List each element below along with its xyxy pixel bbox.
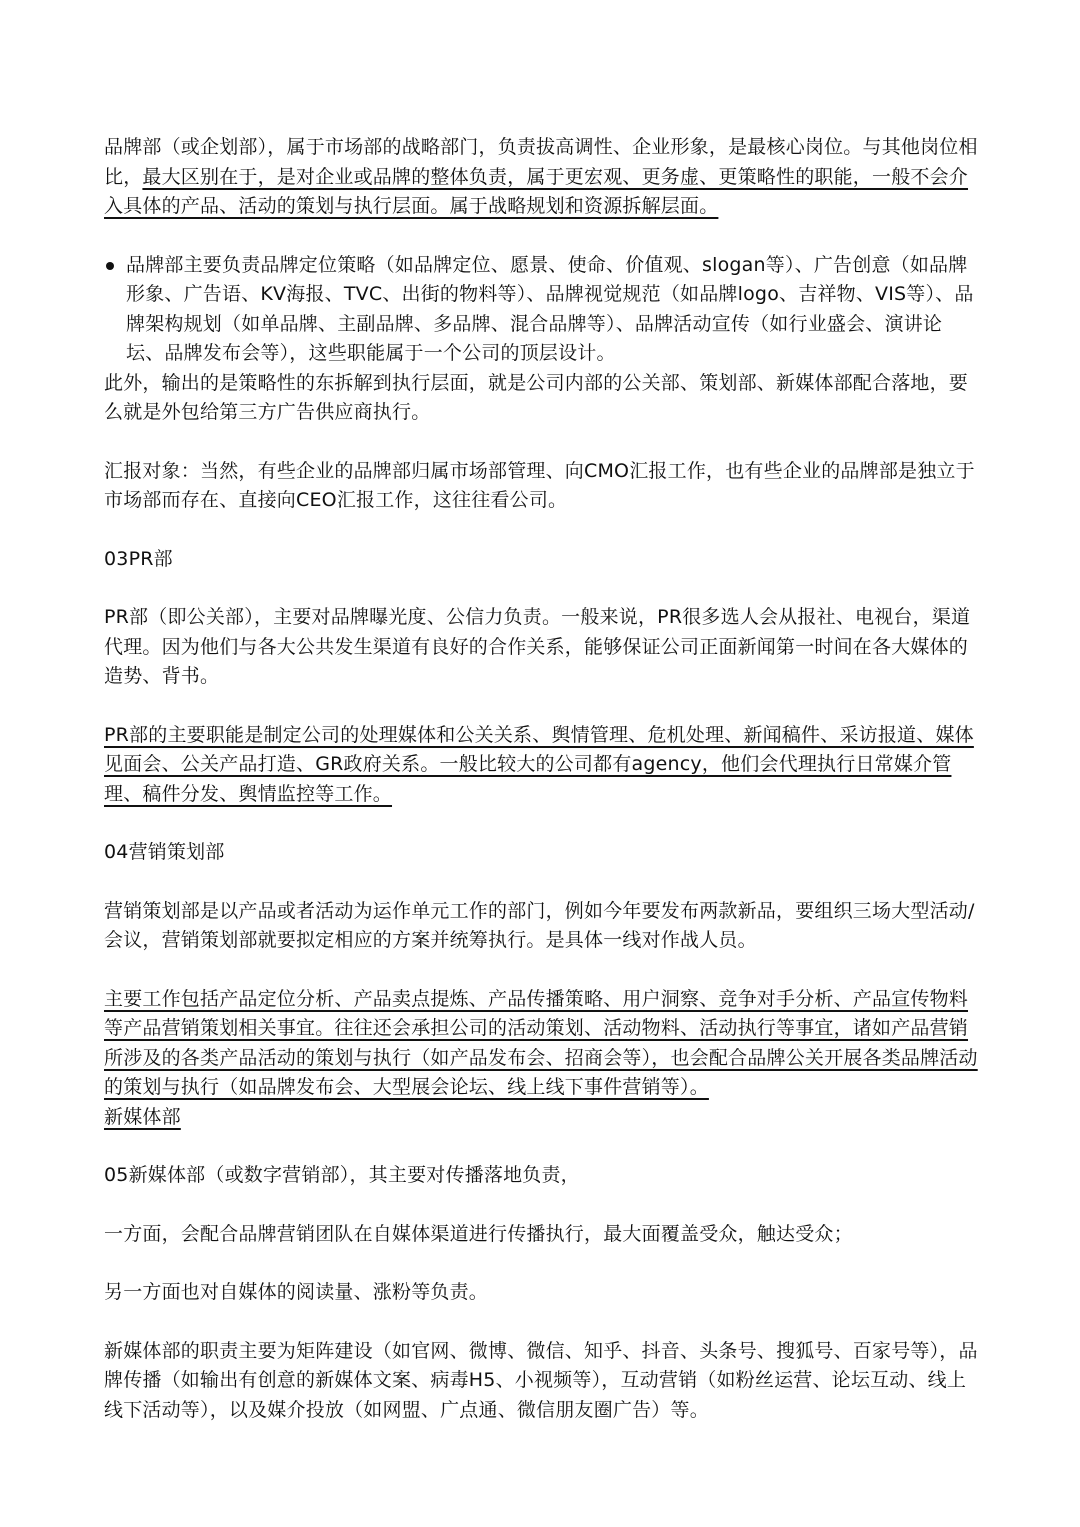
marketing-duties-highlight: 主要工作包括产品定位分析、产品卖点提炼、产品传播策略、用户洞察、竞争对手分析、产品宣传物料等产品营销策划相关事宜。往往还会承担公司的活动策划、活动物料、活动执行等事宜，诸如产品营销所涉及的各类产品活动的策划与执行（如产品发布会、招商会等），也会配合品牌公关开展各类品牌活动的策划与执行（如品牌发布会、大型展会论坛、线上线下事件营销等）。 bbox=[104, 987, 978, 1098]
brand-execution-paragraph: 此外，输出的是策略性的东拆解到执行层面，就是公司内部的公关部、策划部、新媒体部配合落地，要么就是外包给第三方广告供应商执行。 bbox=[104, 371, 969, 423]
pr-duties-highlight: PR部的主要职能是制定公司的处理媒体和公关关系、舆情管理、危机处理、新闻稿件、采访报道、媒体见面会、公关产品打造、GR政府关系。一般比较大的公司都有agency，他们会代理执行日常媒介管理、稿件分发、舆情监控等工作。 bbox=[104, 723, 974, 805]
pr-heading: 03PR部 bbox=[104, 547, 173, 570]
newmedia-intro-paragraph: 05新媒体部（或数字营销部），其主要对传播落地负责， bbox=[104, 1164, 580, 1186]
newmedia-point-two: 另一方面也对自媒体的阅读量、涨粉等负责。 bbox=[104, 1281, 489, 1303]
brand-reporting-paragraph: 汇报对象：当然，有些企业的品牌部归属市场部管理、向CMO汇报工作，也有些企业的品牌部是独立于市场部而存在、直接向CEO汇报工作，这往往看公司。 bbox=[104, 459, 975, 511]
pr-intro-paragraph: PR部（即公关部），主要对品牌曝光度、公信力负责。一般来说，PR很多选人会从报社、电视台，渠道代理。因为他们与各大公共发生渠道有良好的合作关系，能够保证公司正面新闻第一时间在各大媒体的造势、背书。 bbox=[104, 606, 971, 687]
newmedia-duties-paragraph: 新媒体部的职责主要为矩阵建设（如官网、微博、微信、知乎、抖音、头条号、搜狐号、百家号等），品牌传播（如输出有创意的新媒体文案、病毒H5、小视频等），互动营销（如粉丝运营、论坛互动、线上线下活动等），以及媒介投放（如网盟、广点通、微信朋友圈广告）等。 bbox=[104, 1339, 978, 1421]
brand-duties-list-item bbox=[104, 251, 978, 369]
brand-duties-text: 品牌部主要负责品牌定位策略（如品牌定位、愿景、使命、价值观、slogan等）、广告创意（如品牌形象、广告语、KV海报、TVC、出街的物料等）、品牌视觉规范（如品牌logo、吉祥物、VIS等）、品牌架构规划（如单品牌、主副品牌、多品牌、混合品牌等）、品牌活动宣传（如行业盛会、演讲论坛、品牌发布会等），这些职能属于一个公司的顶层设计。 bbox=[126, 253, 974, 364]
newmedia-label: 新媒体部 bbox=[104, 1105, 181, 1128]
article bbox=[104, 133, 978, 1425]
marketing-heading: 04营销策划部 bbox=[104, 841, 225, 863]
newmedia-point-one: 一方面，会配合品牌营销团队在自媒体渠道进行传播执行，最大面覆盖受众，触达受众； bbox=[104, 1222, 853, 1245]
brand-intro-paragraph bbox=[104, 133, 978, 222]
newmedia-label-paragraph bbox=[104, 1103, 978, 1133]
brand-intro-text: 品牌部（或企划部），属于市场部的战略部门，负责拔高调性、企业形象，是最核心岗位。与其他岗位相比， bbox=[104, 136, 978, 188]
marketing-duties-paragraph bbox=[104, 985, 978, 1103]
marketing-intro-paragraph: 营销策划部是以产品或者活动为运作单元工作的部门，例如今年要发布两款新品，要组织三场大型活动/会议，营销策划部就要拟定相应的方案并统筹执行。是具体一线对作战人员。 bbox=[104, 899, 975, 951]
brand-intro-highlight: 最大区别在于，是对企业或品牌的整体负责，属于更宏观、更务虚、更策略性的职能，一般不会介入具体的产品、活动的策划与执行层面。属于战略规划和资源拆解层面。 bbox=[104, 165, 969, 217]
bullet-icon bbox=[106, 262, 114, 270]
pr-duties-paragraph bbox=[104, 721, 978, 810]
